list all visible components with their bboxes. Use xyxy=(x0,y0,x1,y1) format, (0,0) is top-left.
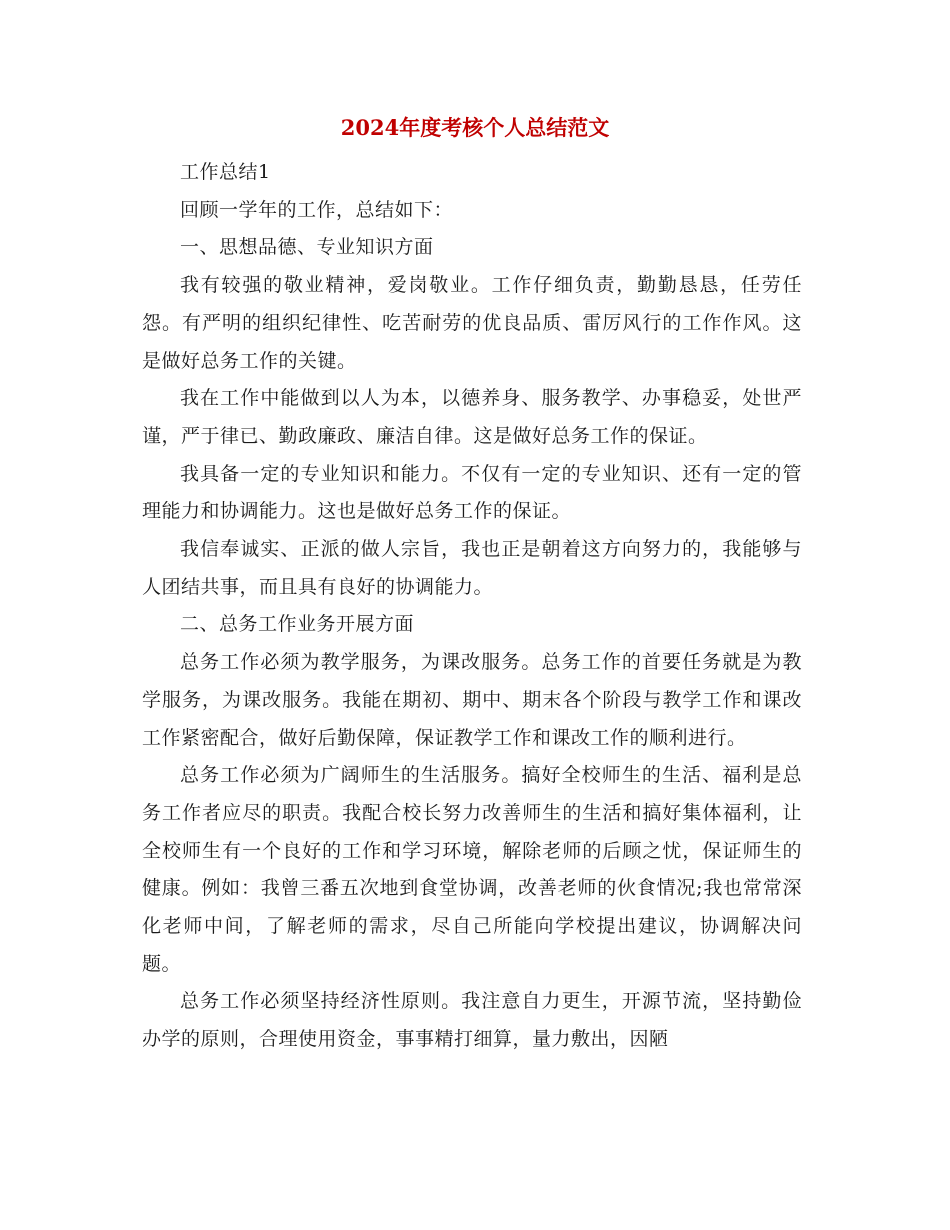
section-heading: 一、思想品德、专业知识方面 xyxy=(180,236,434,259)
body-paragraph: 总务工作必须为广阔师生的生活服务。搞好全校师生的生活、福利是总务工作者应尽的职责。我配合校长努力改善师生的生活和搞好集体福利，让全校师生有一个良好的工作和学习环境，解除老师的后顾之忧，保证师生的健康。例如：我曾三番五次地到食堂协调，改善老师的伙食情况;我也常常深化老师中间，了解老师的需求，尽自己所能向学校提出建议，协调解决问题。 xyxy=(142,764,802,975)
body-paragraph: 总务工作必须坚持经济性原则。我注意自力更生，开源节流，坚持勤俭办学的原则，合理使用资金，事事精打细算，量力敷出，因陋 xyxy=(142,990,802,1051)
section-heading: 二、总务工作业务开展方面 xyxy=(180,613,415,636)
section-heading: 工作总结1 xyxy=(180,161,271,183)
document-body xyxy=(142,154,802,1059)
body-paragraph: 总务工作必须为教学服务，为课改服务。总务工作的首要任务就是为教学服务，为课改服务。我能在期初、期中、期末各个阶段与教学工作和课改工作紧密配合，做好后勤保障，保证教学工作和课改工作的顺利进行。 xyxy=(142,651,802,749)
body-paragraph: 我信奉诚实、正派的做人宗旨，我也正是朝着这方向努力的，我能够与人团结共事，而且具有良好的协调能力。 xyxy=(142,538,802,598)
body-paragraph: 我有较强的敬业精神，爱岗敬业。工作仔细负责，勤勤恳恳，任劳任怨。有严明的组织纪律性、吃苦耐劳的优良品质、雷厉风行的工作作风。这是做好总务工作的关键。 xyxy=(142,274,802,372)
body-paragraph: 我在工作中能做到以人为本，以德养身、服务教学、办事稳妥，处世严谨，严于律已、勤政廉政、廉洁自律。这是做好总务工作的保证。 xyxy=(142,387,802,447)
document-title: 2024年度考核个人总结范文 xyxy=(340,115,610,140)
body-paragraph: 我具备一定的专业知识和能力。不仅有一定的专业知识、还有一定的管理能力和协调能力。这也是做好总务工作的保证。 xyxy=(142,462,802,523)
intro-paragraph: 回顾一学年的工作，总结如下： xyxy=(180,198,454,221)
